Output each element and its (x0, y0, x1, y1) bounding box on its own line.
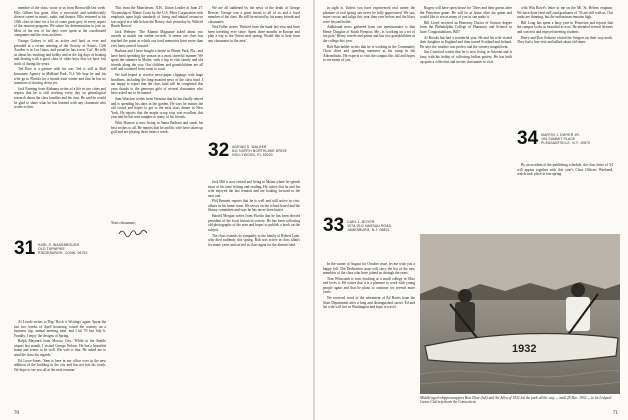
address-line: PLEASANTVILLE, N.Y. 10570 (541, 141, 591, 146)
address-line: KARL S. WASSBROUGH (38, 243, 80, 247)
paragraph: We received word of the retirement of Ed Harris from the State Department after a long and distinguished career. Ed and his wife will live in Washington and hope to travel. (323, 296, 415, 310)
paragraph: with Win Rowe's letter to me on the Mt. St. Helens eruption. We have done (and will) and graduates of '33 are still with us. Our ranks are thinning, but the enthusiasm remains high. (517, 6, 613, 20)
paragraph: Al Brooks has had a wonderful year. He and his wife visited their daughter in England and then toured Scotland and Ireland. He says the weather was perfect and the scenery magnificent. (420, 35, 512, 49)
paragraph: Jack Hill is now retired and living in Maine where he spends most of his time fishing and reading. He writes that he and his wife enjoyed the last reunion and are looking forward to the next one. (208, 180, 300, 198)
right-column-1-upper (323, 6, 415, 212)
class-33-heading (323, 217, 391, 235)
class-number: 32 (208, 140, 230, 161)
address-line: OLD TURNPIKE (38, 247, 65, 252)
left-column-3-lower (208, 180, 300, 408)
address-line: JAMESBURG, N.J. 08831 (347, 228, 390, 233)
class-secretary-address (38, 240, 88, 256)
right-column-3-upper (517, 6, 613, 126)
right-page (315, 0, 628, 420)
paragraph: Phil Bennett reports that he is well and still active in civic affairs in his home town. He serves on the school board and the library committee and says he has never been busier. (208, 199, 300, 213)
address-line: CARL L. BOYER (347, 220, 375, 224)
address-line: HOLLYWOOD, FL 33020 (232, 153, 273, 158)
page-number: 70 (14, 411, 19, 416)
canoe-photo-image (420, 234, 620, 394)
class-34-heading (517, 130, 590, 148)
paragraph: Ned Fuller writes: 'Retired from the bank last year and have been traveling ever since. Spent three months in Europe and plan a trip to the Orient next spring. Would like to hear from any classmates in the area.' (208, 25, 300, 44)
paragraph: Ed Lowe-Jones: 'Sam is here in my office over in the new addition of the building in the city and has not lost his touch. We hope to see you all at the next reunion.' (14, 358, 106, 372)
paragraph: We are all saddened by the news of the death of George Brewer. George was a great friend to all of us and a loyal member of the class. He will be missed by his many friends and classmates. (208, 6, 300, 24)
paragraph: member of the class, wrote to us from Bronxville last week. Ellis Gilbert has gone. After a successful and unbelievably diverse career in music, radio, and theatre, Ellis returned to his 1926 class in time for a lot of some great grey in every aspect of the reunion program. We salute his determination to join us. Most of the rest of his days were spent at the coordinated companies and the class archives. (14, 6, 106, 38)
class-secretary-address (232, 142, 287, 158)
paragraph: Bob Batchelder writes that he is working in the Community Chest drive and spending summers at his camp in the Adirondacks. He expects to visit the campus this fall and hopes to see many of you. (323, 44, 415, 63)
paragraph: Bill Lloyd received an Honorary Doctor of Science degree from the Philadelphia College of Pharmacy and Science in June. Congratulations, Bill! (420, 20, 512, 34)
class-31-heading (14, 240, 88, 258)
paragraph: In the winter of August for October issue, let me wish you a happy fall. The Dedication issue will carry the list of the new members of the class who have joined us through the years. (323, 262, 415, 276)
right-column-2 (420, 6, 512, 231)
class-secretary-address (347, 217, 391, 233)
paragraph: Tom Whitcomb is now teaching at a small college in Ohio and loves it. He writes that it is a pleasure to work with young people again and that he plans to continue for several more years. (323, 276, 415, 295)
photo-caption: Middle-aged whippersnappers Bow Dove (left) and Art Allen of 1932 led the pack all the way — until 29 Dec. 1932 — to let Ledyard Canoe Club trip down the Connecticut. (420, 396, 612, 405)
address-line: 106 SUMMIT PLACE (541, 137, 576, 142)
paragraph: Whit Hanson is now living in Santa Barbara and sends his best wishes to all. He reports that he and his wife have taken up golf and are playing three times a week. (111, 121, 203, 135)
left-column-3-upper (208, 6, 300, 136)
right-column-1-lower (323, 262, 415, 408)
canoe-number: 1932 (512, 343, 537, 355)
paragraph: Harold Morgan writes from Florida that he has been elected president of the local historical society. He has been collecting old photographs of the area and hopes to publish a book on the subject. (208, 214, 300, 232)
paragraph: Bill Long has spent a busy year in Princeton and reports that the campus looks as beautiful as ever. He attended several lectures and concerts and enjoyed meeting students. (517, 20, 613, 34)
paragraph: The class extends its sympathy to the family of Robert Lane, who died suddenly this spring. Bob was active in class affairs for many years and served as class agent for the alumni fund. (208, 233, 300, 247)
paragraph: Jack Fanning from Alabama writes of a life in two cities and reports that he is still working every day on genealogical research about the class families and his own. He said he would be glad to share what he has learned with any classmate who writes to him. (14, 86, 106, 110)
paragraph: We had hoped to receive news-paper clippings with huge headlines, including the long-awaited news of the class fund. I am happy to report that the class fund will be completed this year, thanks to the generous gifts of several classmates who have asked not to be named. (111, 73, 203, 96)
left-column-2 (111, 6, 203, 408)
address-line: RIDGEBURGH, CONN. 06752 (38, 251, 88, 256)
address-line: MARTIN J. DWYER JR. (541, 133, 581, 137)
class-32-heading (208, 142, 287, 160)
right-column-3-lower (517, 163, 613, 223)
page-number: 71 (613, 411, 618, 416)
left-column-1 (14, 6, 106, 236)
paragraph: By an accident of the publishing schedule, the class letter of '34 will appear together with this year's Class Officers Weekend, which took place in late spring. (517, 163, 613, 177)
address-line: 157A OLD NASSAU ROAD (347, 224, 392, 229)
paragraph: Al Lowde writes to 'Rip,' Rock 'n Writings' again. Spent the last two weeks of April bouncing 'round the country on a business trip, annual meeting time, and I hit 70 last July 6. Frankly, I enjoy the designs of Spring. (14, 320, 106, 338)
paragraph: Ralph Maynard from Mexico City: 'While in the Seattle airport last month, I visited George Nelson. He has a beautiful home and seems to be well. His wife is fine. He asked me to send the class his regards.' (14, 339, 106, 358)
paragraph: Jim Crawford writes that he is now living in Arizona and is busy with his hobby of collecting Indian pottery. He has built up quite a collection and invites classmates to visit. (420, 50, 512, 64)
address-line: 811 NORTH NORTHLAKE DRIVE (232, 149, 287, 154)
paragraph: Sam Winslow writes from Vermont that he has finally retired and is spending his days in the garden. He says he misses the old crowd and hopes to get to the next class dinner in New York. He reports that the maple syrup crop was excellent this year and he has sent samples to many of his friends. (111, 97, 203, 120)
paragraph: Harry and Don Osborne visited the Stiegers on their way north. They had a fine visit and talked about old times. (517, 35, 613, 45)
paragraph: in sight is. Unless you have experienced real winter the pleasure of real spring can never be fully appreciated. We saw more crocus and tulips this year than ever before and the lilacs were beyond belief. (323, 6, 415, 24)
signoff-text: Your classmate, (111, 220, 137, 225)
address-line: ADRIAN S. WALKER (232, 145, 267, 149)
left-column-1-lower (14, 320, 106, 408)
paragraph: Rogers will have open house for '33ers and their guests after the Princeton game. He will be at home after the game and would like to see as many of you as can make it. (420, 6, 512, 20)
class-number: 31 (14, 238, 36, 259)
class-number: 33 (323, 215, 345, 236)
paragraph: Ted Rice is a partner with his son. Ted is still at Ruff Insurance Agency in Midland Park, N.J. We hear he and his wife go to Florida for a month each winter and that he has no intention of slowing down yet. (14, 67, 106, 86)
paragraph: George Gafney is still as active and hard as ever and presided at a recent meeting of the Society of Sonics. Cliff Ausiber is in Los Gatos, and proud he has a new 'Cat'. He tells us about his teaching and hobby and in the big days of boating and driving with a good class of older boys that we have lost track of during the years. (14, 39, 106, 66)
paragraph: This from the Manchester, N.H., Union Leader of June 27: 'Ownership of Maine Coast by the U.S. Fiber Corporation with emphasis upon high standards of living and natural resources was urged in a talk before the Rotary club yesterday by Wilfred Beach Brown.' (111, 6, 203, 29)
paragraph: Barbara and I have bought a house in Winter Park, Fla., and have been spending the season in a most cheerful manner. We spent the summer in Maine, with a trip to visit family and old friends along the way. Our children and grandchildren are all well and scattered from coast to coast. (111, 49, 203, 72)
class-number: 34 (517, 128, 539, 149)
handwritten-signature (118, 226, 148, 238)
paragraph: Additional news gathered from our questionnaire is that Henry Douglas of South Freeport, Me., is 'working on a set of ten pots.' Henry travels and paints and has two grandchildren at the college this year. (323, 25, 415, 44)
left-page (0, 0, 313, 420)
paragraph: Jack Webster: 'The Alumni Magazine asked about two awards to match our earlier records. It seems our class has reached the point at which our fond memories have more than ever been carried forward.' (111, 29, 203, 48)
canoe-photo (420, 234, 620, 394)
class-secretary-address (541, 130, 590, 146)
